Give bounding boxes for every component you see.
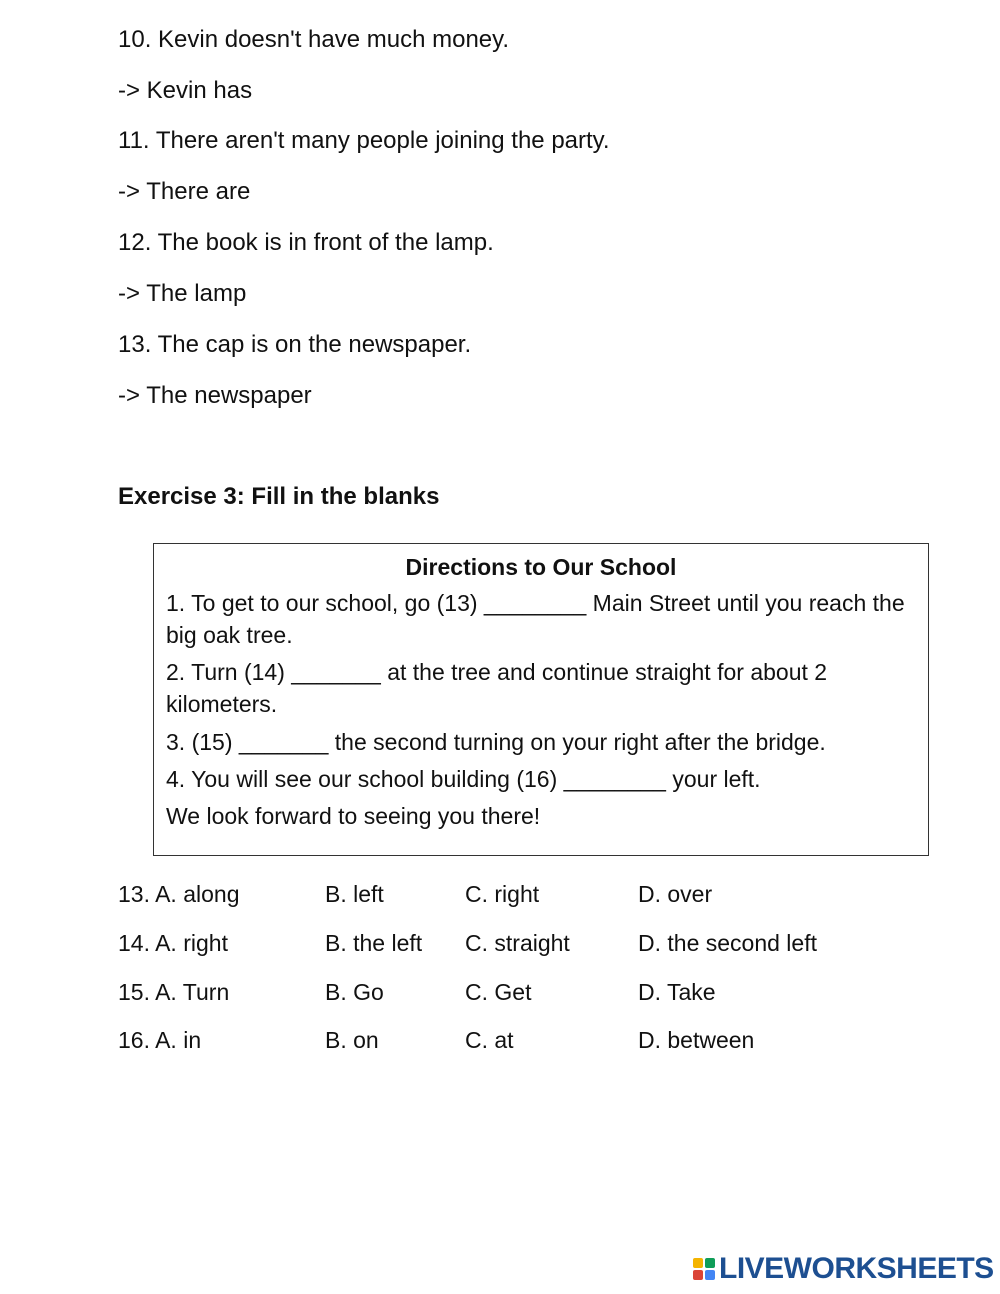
option-15-d[interactable]: D. Take <box>638 979 716 1005</box>
option-13-d[interactable]: D. over <box>638 881 713 907</box>
liveworksheets-logo <box>693 1252 994 1286</box>
directions-box <box>153 543 929 856</box>
logo-square <box>693 1258 703 1268</box>
logo-square <box>705 1270 715 1280</box>
option-16-d[interactable]: D. between <box>638 1027 755 1053</box>
question-10: 10. Kevin doesn't have much money. <box>118 26 510 53</box>
direction-paragraph-1: 1. To get to our school, go (13) ________ Main Street until you reach the big oak tree. <box>166 590 905 648</box>
option-15-b[interactable]: B. Go <box>325 979 384 1005</box>
direction-paragraph-4: 4. You will see our school building (16) ________ your left. <box>166 766 761 792</box>
option-14-c[interactable]: C. straight <box>465 930 570 956</box>
option-14-a[interactable]: 14. A. right <box>118 930 228 956</box>
question-11: 11. There aren't many people joining the party. <box>118 127 610 154</box>
option-14-b[interactable]: B. the left <box>325 930 423 956</box>
direction-closing: We look forward to seeing you there! <box>166 803 541 829</box>
answer-prompt-12: -> The lamp <box>118 280 247 307</box>
option-15-a[interactable]: 15. A. Turn <box>118 979 230 1005</box>
answer-prompt-10: -> Kevin has <box>118 77 253 104</box>
logo-square <box>705 1258 715 1268</box>
option-13-c[interactable]: C. right <box>465 881 540 907</box>
option-15-c[interactable]: C. Get <box>465 979 532 1005</box>
option-13-a[interactable]: 13. A. along <box>118 881 240 907</box>
direction-paragraph-3: 3. (15) _______ the second turning on your right after the bridge. <box>166 729 826 755</box>
option-16-c[interactable]: C. at <box>465 1027 514 1053</box>
option-14-d[interactable]: D. the second left <box>638 930 817 956</box>
question-13: 13. The cap is on the newspaper. <box>118 331 472 358</box>
answer-prompt-13: -> The newspaper <box>118 382 312 409</box>
option-16-b[interactable]: B. on <box>325 1027 379 1053</box>
liveworksheets-logo-icon <box>693 1258 715 1280</box>
logo-text: LIVEWORKSHEETS <box>719 1252 994 1285</box>
logo-square <box>693 1270 703 1280</box>
option-16-a[interactable]: 16. A. in <box>118 1027 202 1053</box>
direction-paragraph-2: 2. Turn (14) _______ at the tree and continue straight for about 2 kilometers. <box>166 659 828 717</box>
answer-prompt-11: -> There are <box>118 178 251 205</box>
exercise-3-title: Exercise 3: Fill in the blanks <box>118 483 440 510</box>
directions-title: Directions to Our School <box>405 554 677 580</box>
question-12: 12. The book is in front of the lamp. <box>118 229 494 256</box>
option-13-b[interactable]: B. left <box>325 881 384 907</box>
